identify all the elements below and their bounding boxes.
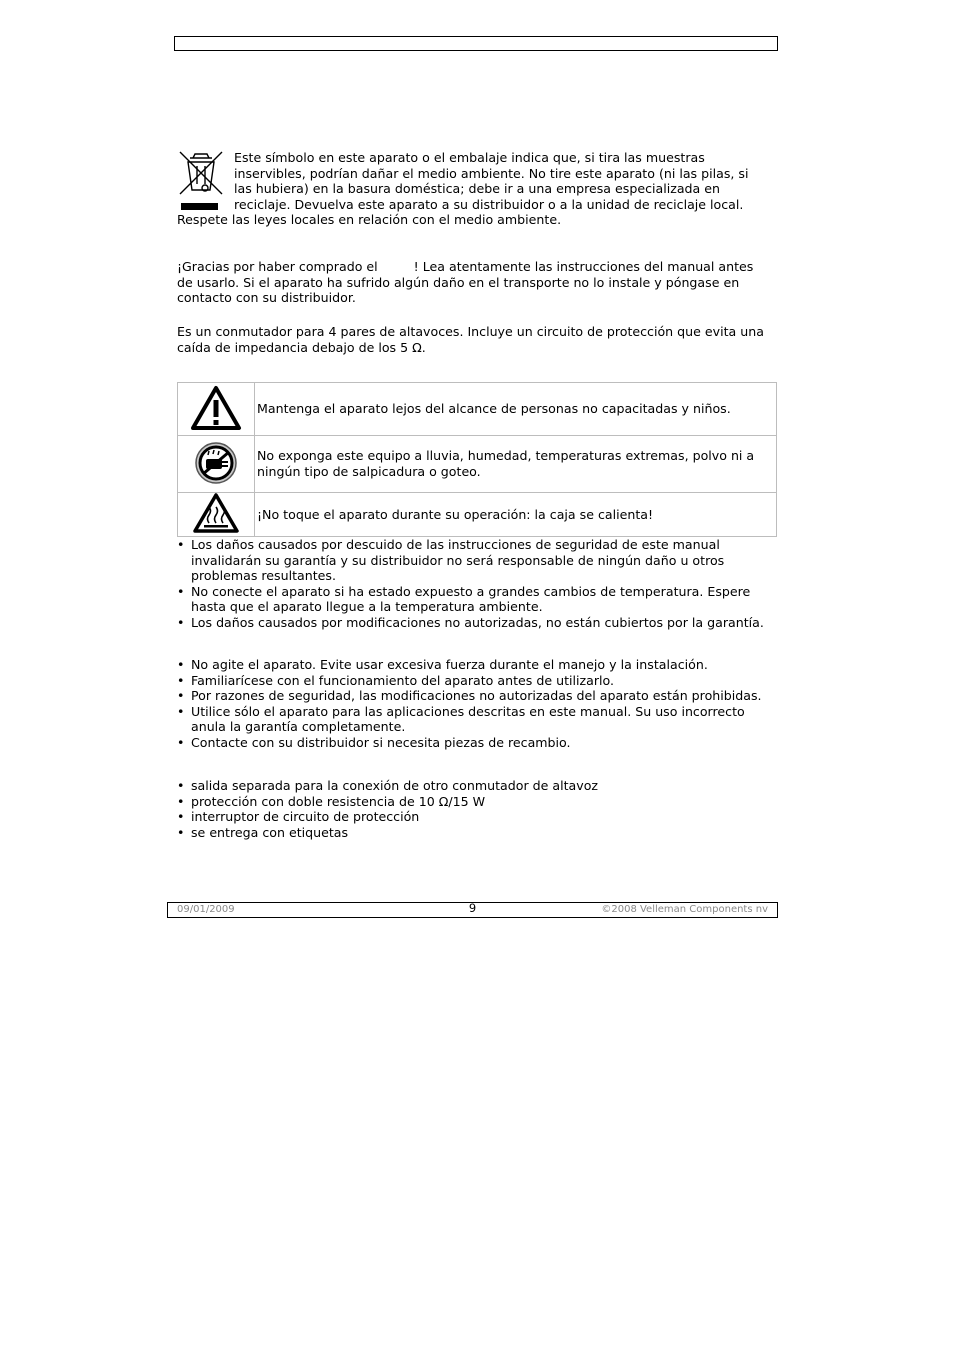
thanks-line: de usarlo. Si el aparato ha sufrido algún daño en el transporte no lo instale y póngase en [177,274,740,290]
description-paragraph [177,324,764,355]
list-item [177,809,787,825]
weee-line-last: Respete las leyes locales en relación con el medio ambiente. [177,212,562,227]
safety-row [178,493,777,537]
list-line: • Por razones de seguridad, las modificaciones no autorizadas del aparato están prohibidas. [191,688,762,704]
weee-line: inservibles, podrían dañar el medio ambiente. No tire este aparato (ni las pilas, si [234,165,749,181]
thanks-line: ¡Gracias por haber comprado el ! Lea atentamente las instrucciones del manual antes [177,259,754,274]
weee-notice [234,150,748,212]
safety-text: No exponga este equipo a lluvia, humedad, temperaturas extremas, polvo ni a [257,448,755,464]
footer-date: 09/01/2009 [177,904,235,915]
description-line: caída de impedancia debajo de los 5 Ω. [177,339,426,355]
weee-line: Este símbolo en este aparato o el embalaje indica que, si tira las muestras [234,150,705,165]
page-number: 9 [468,901,477,915]
list-item [177,825,787,841]
list-item [177,794,787,810]
list-line: • se entrega con etiquetas [191,824,349,840]
list-line: • Contacte con su distribuidor si necesita piezas de recambio. [191,734,571,750]
features-list [177,778,787,840]
safety-row [178,436,777,493]
safety-text: Mantenga el aparato lejos del alcance de personas no capacitadas y niños. [257,401,731,417]
list-line: • interruptor de circuito de protección [191,809,420,825]
list-line: hasta que el aparato llegue a la temperatura ambiente. [191,599,543,615]
safety-table [177,382,777,537]
list-line: • No conecte el aparato si ha estado expuesto a grandes cambios de temperatura. Espere [191,583,751,599]
list-line: • Familiarícese con el funcionamiento del aparato antes de utilizarlo. [191,672,614,688]
list-item [177,688,787,704]
list-line: • No agite el aparato. Evite usar excesiva fuerza durante el manejo y la instalación. [191,657,708,672]
description-line: Es un conmutador para 4 pares de altavoces. Incluye un circuito de protección que evita una [177,324,764,339]
weee-line: las hubiera) en la basura doméstica; debe ir a una empresa especializada en [234,181,720,197]
list-line: invalidarán su garantía y su distribuidor no será responsable de ningún daño u otros [191,552,725,568]
list-line: • Utilice sólo el aparato para las aplicaciones descritas en este manual. Su uso incorrecto [191,703,745,719]
list-line: • Los daños causados por modificaciones no autorizadas, no están cubiertos por la garantía. [191,614,764,630]
warranty-list [177,537,787,631]
list-line: • Los daños causados por descuido de las instrucciones de seguridad de este manual [191,537,720,552]
thanks-line: contacto con su distribuidor. [177,290,356,306]
safety-row [178,383,777,436]
list-line: anula la garantía completamente. [191,719,406,735]
page-footer [167,902,778,918]
list-item [177,704,787,735]
warning-triangle-icon [190,385,242,431]
list-item [177,673,787,689]
header-box [174,36,778,51]
list-line: problemas resultantes. [191,568,336,584]
hot-surface-icon [193,493,239,533]
list-item [177,735,787,751]
list-item [177,657,787,673]
safety-text: ningún tipo de salpicadura o goteo. [257,464,481,479]
usage-list [177,657,787,751]
list-item [177,537,787,584]
list-item [177,615,787,631]
list-line: • protección con doble resistencia de 10 Ω/15 W [191,793,486,809]
thanks-paragraph [177,259,753,306]
weee-line: reciclaje. Devuelva este aparato a su distribuidor o a la unidad de reciclaje local. [234,196,744,212]
list-line: • salida separada para la conexión de otro conmutador de altavoz [191,778,599,793]
list-item [177,778,787,794]
list-item [177,584,787,615]
footer-copyright: ©2008 Velleman Components nv [601,904,768,915]
weee-bin-icon [178,150,224,212]
safety-text: ¡No toque el aparato durante su operación: la caja se calienta! [257,506,654,522]
no-water-icon [194,441,238,485]
